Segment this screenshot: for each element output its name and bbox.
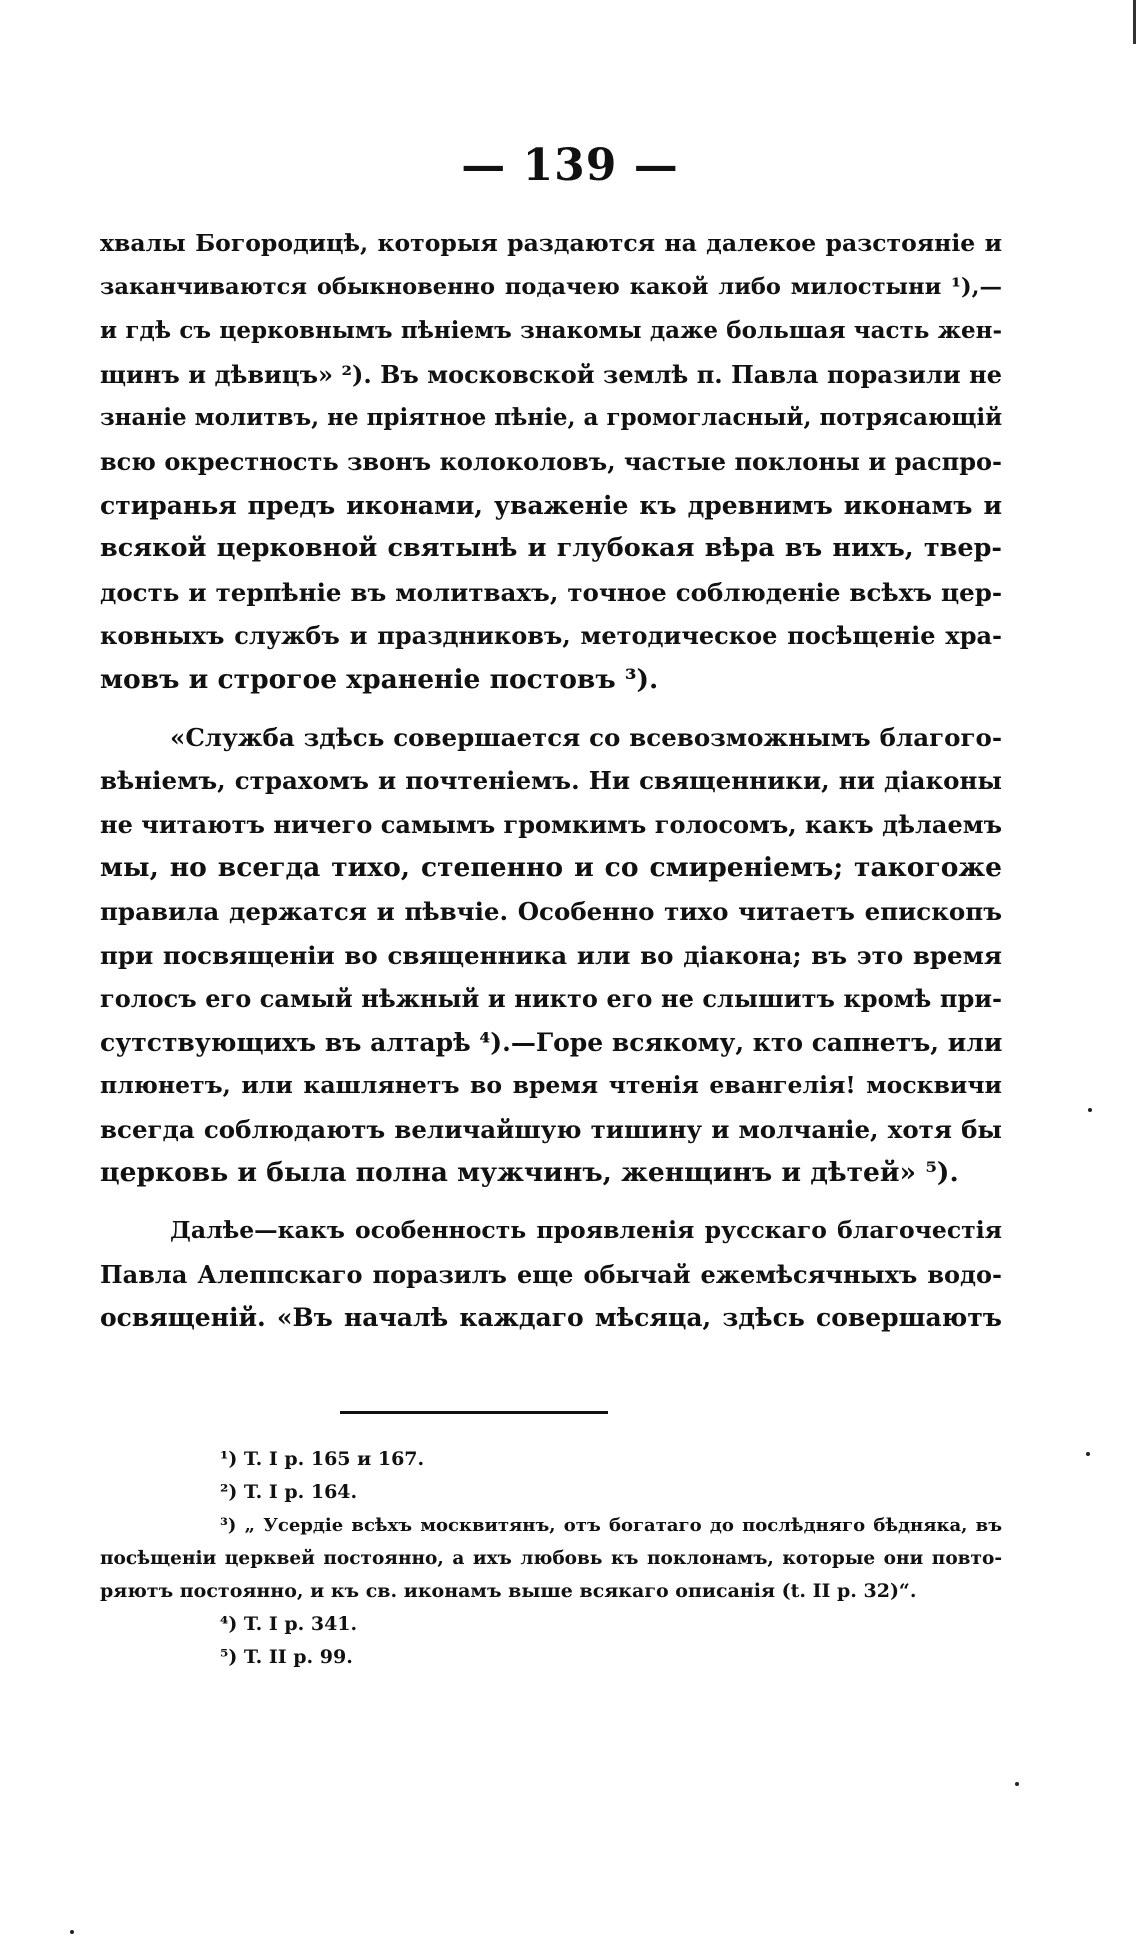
text-line: ковныхъ службъ и праздниковъ, методическое посѣщеніе хра- [100,621,1002,651]
footnote-separator [340,1411,608,1414]
text-line: хвалы Богородицѣ, которыя раздаются на далекое разстояніе и [100,229,1002,257]
text-line: всю окрестность звонъ колоколовъ, частые поклоны и распро- [100,446,1002,476]
page-number: — 139 — [461,140,679,191]
text-line: Павла Алеппскаго поразилъ еще обычай ежемѣсячныхъ водо- [100,1259,1002,1289]
footnotes [100,1443,1002,1674]
text-line: стиранья предъ иконами, уваженіе къ древнимъ иконамъ и [100,490,1002,520]
scan-speck [1015,1782,1019,1786]
text-line: мовъ и строгое храненіе постовъ ³). [100,663,659,695]
text-line: мы, но всегда тихо, степенно и со смиреніемъ; такогоже [100,852,1002,884]
text-line: «Служба здѣсь совершается со всевозможнымъ благого- [170,722,1002,752]
scan-edge-mark [1133,0,1136,44]
text-line: церковь и была полна мужчинъ, женщинъ и дѣтей» ⁵). [100,1157,959,1189]
footnote-continuation: посѣщеніи церквей постоянно, а ихъ любовь къ поклонамъ, которые они повто- [100,1548,1002,1569]
paragraph [100,222,1002,702]
text-line: правила держатся и пѣвчіе. Особенно тихо читаетъ епископъ [100,896,1002,926]
footnote: ⁵) T. II p. 99. [220,1646,353,1668]
text-line: плюнетъ, или кашлянетъ во время чтенія евангелія! москвичи [100,1071,1002,1100]
text-line: вѣніемъ, страхомъ и почтеніемъ. Ни священники, ни діаконы [100,766,1002,796]
text-line: не читаютъ ничего самымъ громкимъ голосомъ, какъ дѣлаемъ [100,809,1002,839]
paragraph [100,1209,1002,1340]
text-line: голосъ его самый нѣжный и никто его не слышитъ кромѣ при- [100,984,1002,1014]
text-line: всякой церковной святынѣ и глубокая вѣра въ нихъ, твер- [100,533,1002,564]
text-line: и гдѣ съ церковнымъ пѣніемъ знакомы даже большая часть жен- [100,317,1002,345]
text-line: сутствующихъ въ алтарѣ ⁴).—Горе всякому, кто сапнетъ, или [100,1027,1003,1057]
text-line: знаніе молитвъ, не пріятное пѣніе, а громогласный, потрясающій [100,404,1003,432]
scan-speck [1088,1108,1092,1112]
main-text [100,222,1002,1340]
text-line: щинъ и дѣвицъ» ²). Въ московской землѣ п. Павла поразили не [100,359,1002,389]
paragraph [100,716,1002,1196]
scan-speck [1086,1452,1090,1456]
text-line: освященій. «Въ началѣ каждаго мѣсяца, здѣсь совершаютъ [100,1303,1002,1333]
footnote: ¹) T. I p. 165 и 167. [220,1448,425,1470]
text-line: заканчиваются обыкновенно подачею какой либо милостыни ¹),— [100,273,1002,300]
text-line: при посвященіи во священника или во діакона; въ это время [100,940,1002,970]
footnote: ⁴) T. I p. 341. [220,1613,358,1635]
text-line: Далѣе—какъ особенность проявленія русскаго благочестія [170,1216,1002,1245]
footnote: ²) T. I p. 164. [220,1481,358,1503]
footnote-continuation: ряютъ постоянно, и къ св. иконамъ выше всякаго описанія (t. II p. 32)“. [100,1580,917,1602]
footnote: ³) „ Усердіе всѣхъ москвитянъ, отъ богатаго до послѣдняго бѣдняка, въ [220,1515,1002,1536]
scan-speck [70,1930,74,1934]
text-line: дость и терпѣніе въ молитвахъ, точное соблюденіе всѣхъ цер- [100,577,1002,607]
text-line: всегда соблюдаютъ величайшую тишину и молчаніе, хотя бы [100,1114,1002,1144]
